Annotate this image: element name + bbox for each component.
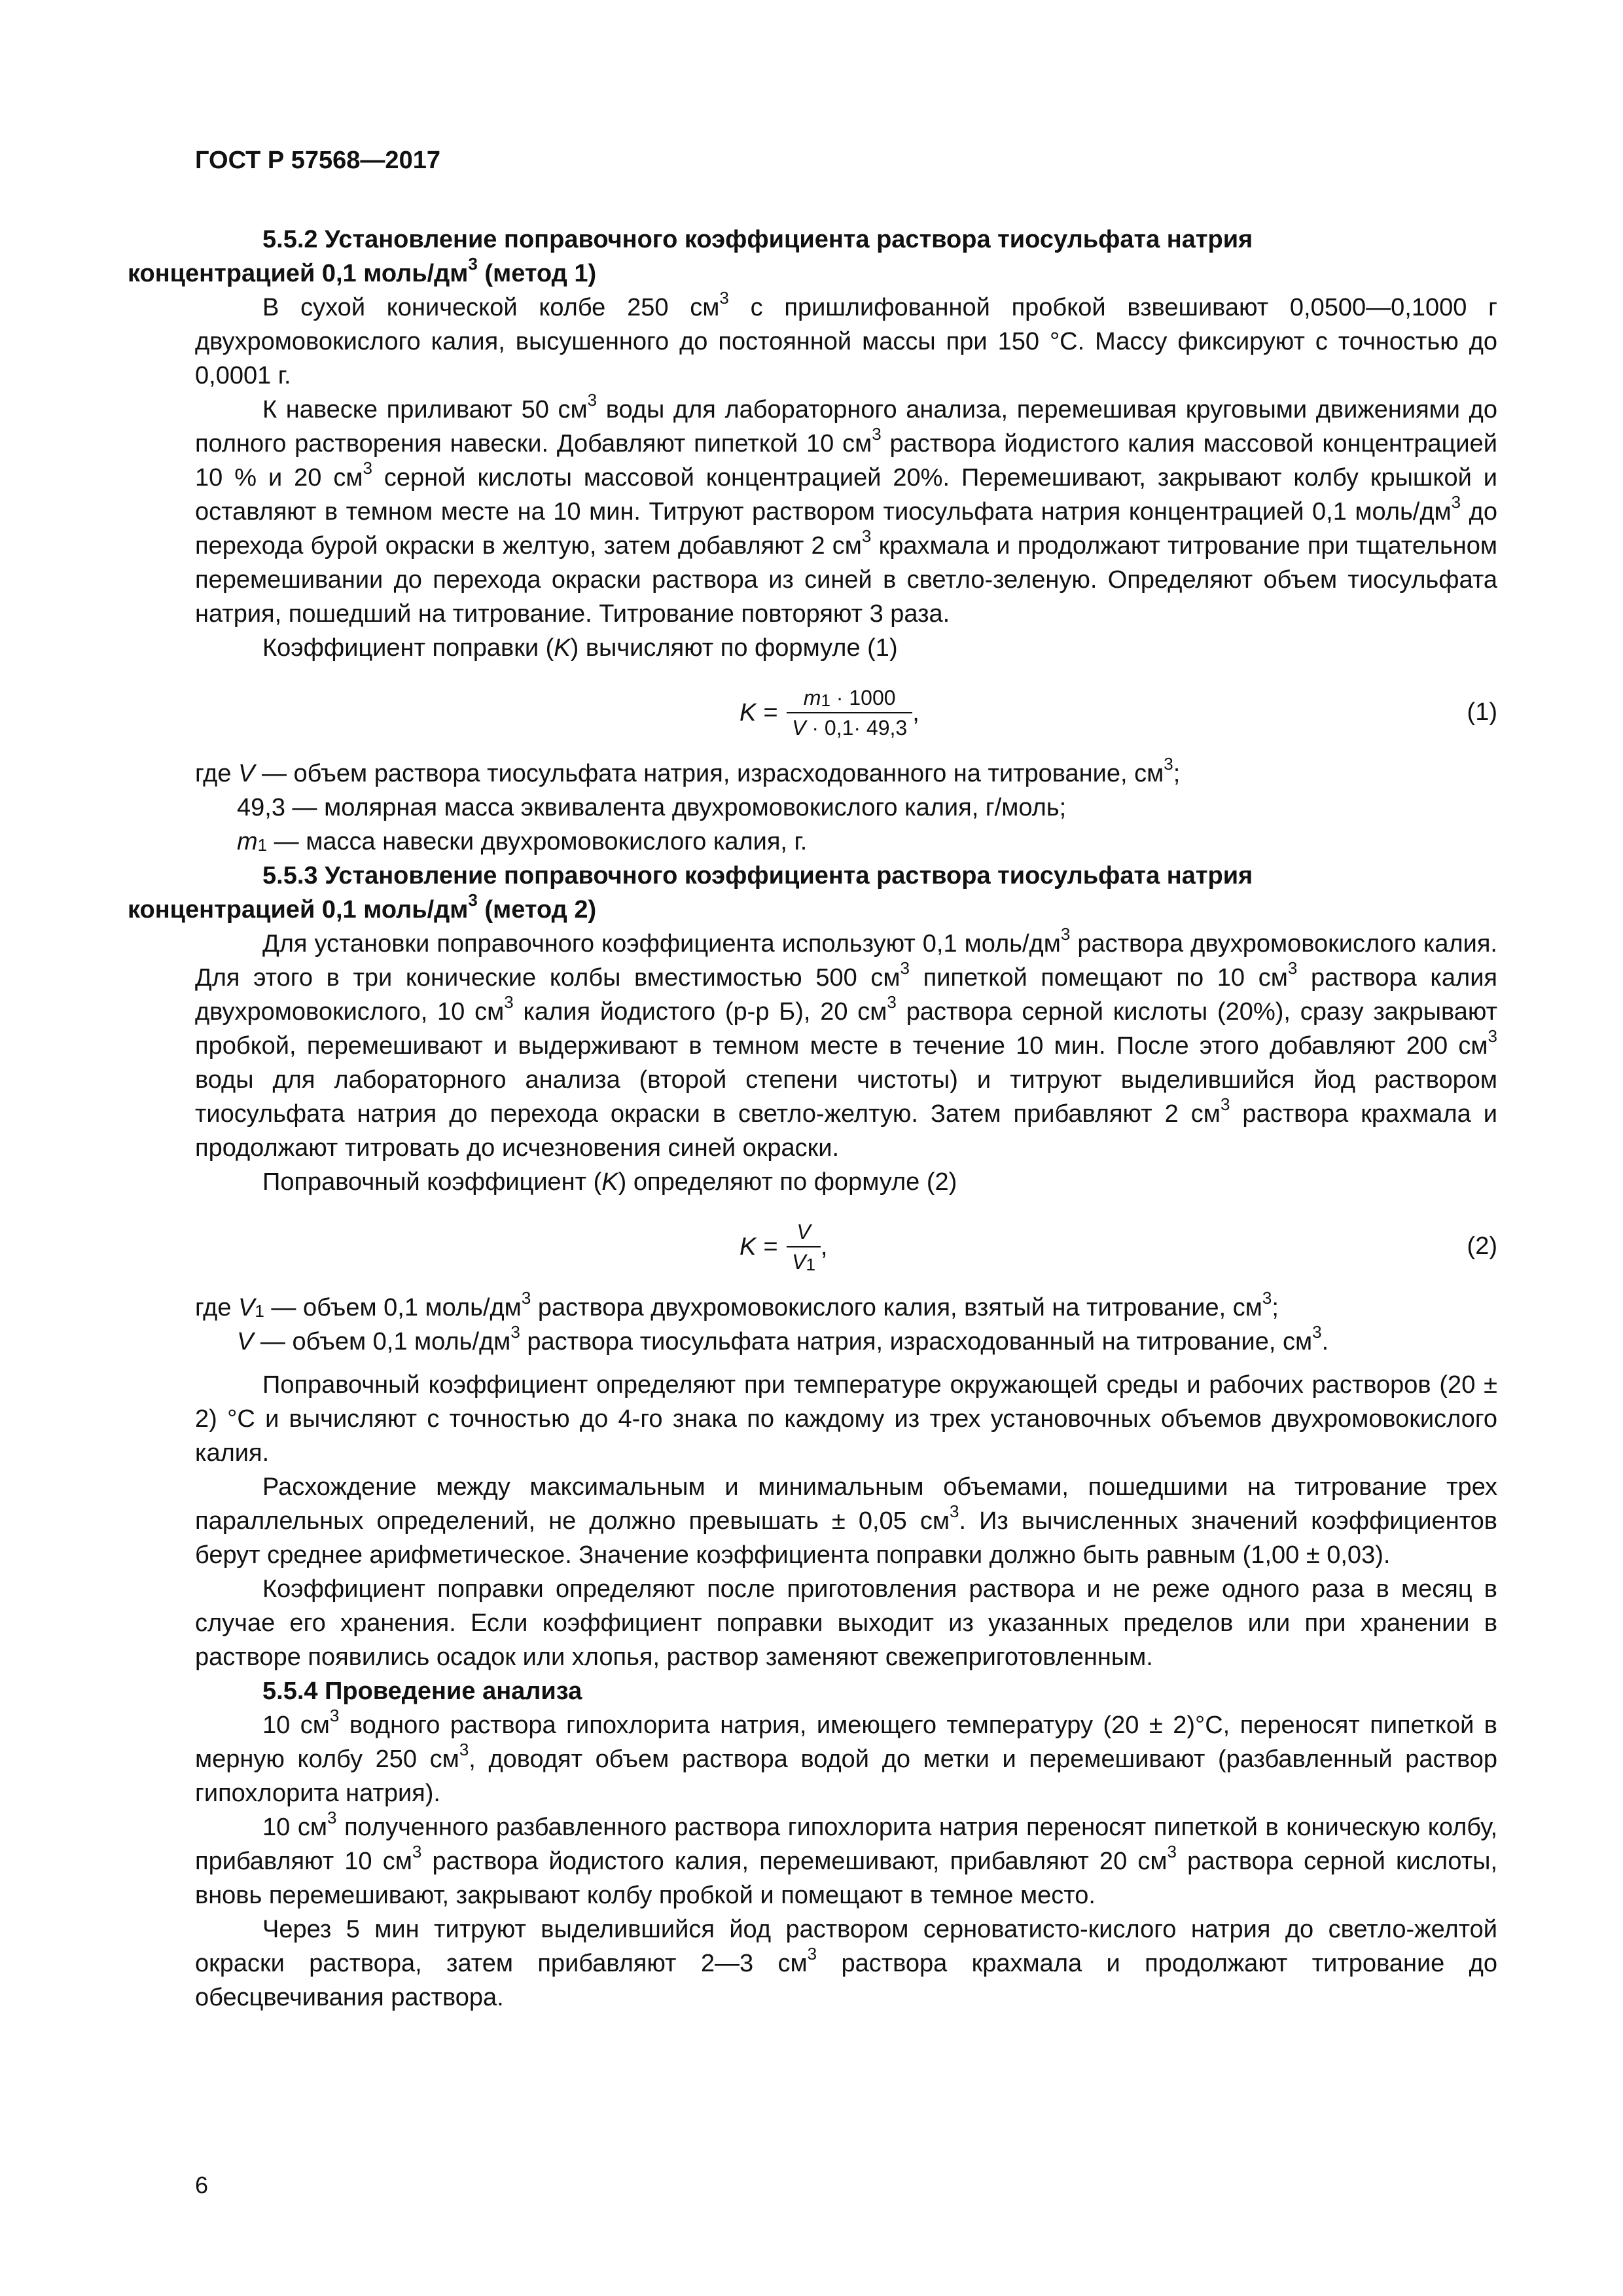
paragraph: Расхождение между максимальным и минимальным объемами, пошедшими на титрование трех параллельных определений, не должно превышать ± 0,05 $см^3$. Из вычисленных значений коэффициентов берут среднее арифметическое. Значение коэффициента поправки должно быть равным (1,00 ± 0,03). — [195, 1473, 1497, 1569]
paragraph: Коэффициент поправки (K) вычисляют по формуле (1) — [262, 634, 898, 662]
section-heading-5-5-3: 5.5.3 Установление поправочного коэффициента раствора тиосульфата натрия концентрацией 0,1 моль/$дм^3$ (метод 2) — [128, 862, 1253, 924]
formula-lhs: K = — [740, 1233, 778, 1261]
section-heading-5-5-4: 5.5.4 Проведение анализа — [262, 1677, 582, 1705]
where-line: 49,3 — молярная масса эквивалента двухромовокислого калия, г/моль; — [237, 794, 1067, 821]
formula-fraction: $\frac{m_1 \cdot 1000}{V \cdot 0,1\cdot 49,3}$ — [787, 683, 912, 742]
paragraph: Поправочный коэффициент определяют при температуре окружающей среды и рабочих растворов (20 ± 2) °С и вычисляют с точностью до 4-го знака по каждому из трех установочных объемов двухромовокислого калия. — [195, 1371, 1497, 1467]
where-line: где V — объем раствора тиосульфата натрия, израсходованного на титрование, $см^3$; — [195, 754, 1181, 787]
paragraph: Поправочный коэффициент (K) определяют по формуле (2) — [262, 1168, 957, 1196]
paragraph: Через 5 мин титруют выделившийся йод раствором серноватисто-кислого натрия до светло-желтой окраски раствора, затем прибавляют 2—3 $см^3$ раствора крахмала и продолжают титрование до обесцвечивания раствора. — [195, 1916, 1497, 2011]
formula-fraction: $\frac{V}{V_1}$ — [787, 1217, 821, 1276]
where-line: где $V_1$ — объем 0,1 моль/$дм^3$ раствора двухромовокислого калия, взятый на титрование, $см^3$; — [195, 1288, 1279, 1321]
formula-number: (2) — [1467, 1232, 1497, 1260]
paragraph: 10 $см^3$ полученного разбавленного раствора гипохлорита натрия переносят пипеткой в коническую колбу, прибавляют 10 $см^3$ раствора йодистого калия, перемешивают, прибавляют 20 $см^3$ раствора серной кислоты, вновь перемешивают, закрывают колбу пробкой и помещают в темное место. — [195, 1808, 1498, 1909]
paragraph: 10 $см^3$ водного раствора гипохлорита натрия, имеющего температуру (20 ± 2)°С, переносят пипеткой в мерную колбу 250 $см^3$, доводят объем раствора водой до метки и перемешивают (разбавленный раствор гипохлорита натрия). — [195, 1706, 1497, 1807]
paragraph: Коэффициент поправки определяют после приготовления раствора и не реже одного раза в месяц в случае его хранения. Если коэффициент поправки выходит из указанных пределов или при хранении в растворе появились осадок или хлопья, раствор заменяют свежеприготовленным. — [195, 1575, 1497, 1671]
paragraph: В сухой конической колбе 250 $см^3$ с пришлифованной пробкой взвешивают 0,0500—0,1000 г двухромовокислого калия, высушенного до постоянной массы при 150 °С. Массу фиксируют с точностью до 0,0001 г. — [195, 288, 1497, 389]
document-header: ГОСТ Р 57568—2017 — [195, 147, 440, 174]
formula-number: (1) — [1467, 698, 1497, 726]
paragraph: К навеске приливают 50 $см^3$ воды для лабораторного анализа, перемешивая круговыми движениями до полного растворения навески. Добавляют пипеткой 10 $см^3$ раствора йодистого калия массовой концентрацией 10 % и 20 $см^3$ серной кислоты массовой концентрацией 20%. Перемешивают, закрывают колбу крышкой и оставляют в темном месте на 10 мин. Титруют раствором тиосульфата натрия концентрацией 0,1 моль/$дм^3$ до перехода бурой окраски в желтую, затем добавляют 2 $см^3$ крахмала и продолжают титрование при тщательном перемешивании до перехода окраски раствора из синей в светло-зеленую. Определяют объем тиосульфата натрия, пошедший на титрование. Титрование повторяют 3 раза. — [195, 390, 1498, 628]
document-body — [128, 223, 1498, 2015]
where-line: $m_1$ — масса навески двухромовокислого калия, г. — [237, 828, 808, 855]
formula-1: K = $\frac{m_1 \cdot 1000}{V \cdot 0,1\cdot 49,3}$ , (1) — [195, 677, 1497, 749]
formula-2: K = $\frac{V}{V_1}$ , (2) — [195, 1211, 1497, 1283]
page-number: 6 — [195, 2172, 209, 2198]
where-line: V — объем 0,1 моль/$дм^3$ раствора тиосульфата натрия, израсходованный на титрование, $см^3$. — [237, 1322, 1329, 1355]
formula-lhs: K = — [740, 699, 778, 726]
section-heading-5-5-2: 5.5.2 Установление поправочного коэффициента раствора тиосульфата натрия концентрацией 0,1 моль/$дм^3$ (метод 1) — [128, 226, 1253, 287]
paragraph: Для установки поправочного коэффициента используют 0,1 моль/$дм^3$ раствора двухромовокислого калия. Для этого в три конические колбы вместимостью 500 $см^3$ пипеткой помещают по 10 $см^3$ раствора калия двухромовокислого, 10 $см^3$ калия йодистого (р-р Б), 20 $см^3$ раствора серной кислоты (20%), сразу закрывают пробкой, перемешивают и выдерживают в темном месте в течение 10 мин. После этого добавляют 200 $см^3$ воды для лабораторного анализа (второй степени чистоты) и титруют выделившийся йод раствором тиосульфата натрия до перехода окраски в светло-желтую. Затем прибавляют 2 $см^3$ раствора крахмала и продолжают титровать до исчезновения синей окраски. — [195, 924, 1497, 1162]
